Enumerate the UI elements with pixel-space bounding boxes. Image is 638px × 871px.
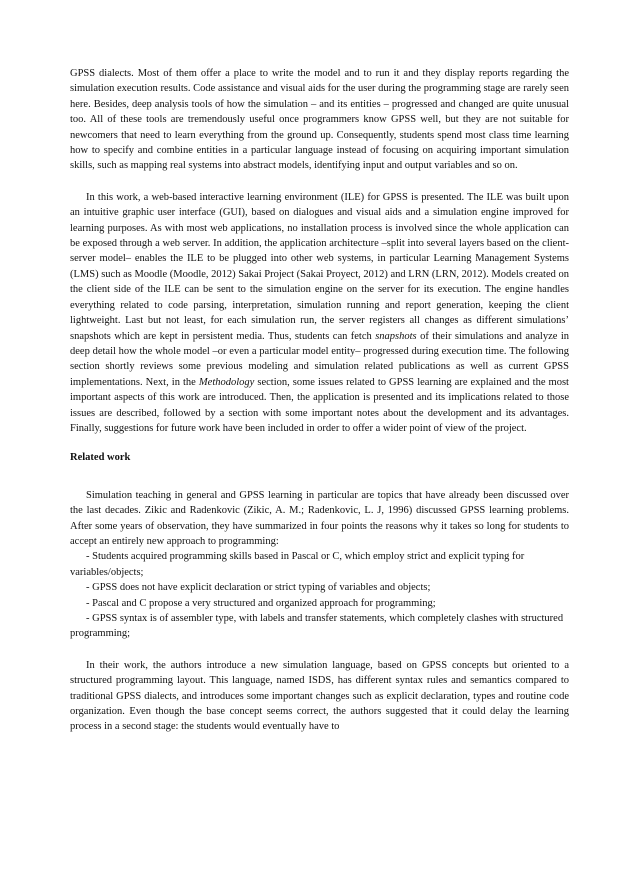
- paper-page: [70, 66, 569, 735]
- list-item: - GPSS syntax is of assembler type, with labels and transfer statements, which completely clashes with structured programming;: [70, 613, 564, 640]
- emphasis-methodology: Methodology: [198, 376, 255, 388]
- list-item: - GPSS does not have explicit declaration or strict typing of variables and objects;: [86, 582, 431, 594]
- emphasis-snapshots: snapshots: [375, 330, 417, 342]
- paragraph-isds-language: In their work, the authors introduce a new simulation language, based on GPSS concepts but oriented to a structured programming layout. This language, named ISDS, has different syntax rules and semantics compared to traditional GPSS dialects, and introduces some important changes such as explicit declaration, types and routine code organization. Even though the base concept seems correct, the authors suggested that it could delay the learning process in a second stage: the students would eventually have to: [70, 659, 569, 733]
- paragraph-ile-text-b: of their simulations and analyze in deep detail how the whole model –or even a particular model entity– progressed during execution time. The following section shortly reviews some previous modeling and simulation related publications as well as current GPSS implementations. Next, in the: [70, 330, 569, 388]
- paragraph-ile-text-a: In this work, a web-based interactive learning environment (ILE) for GPSS is presented. The ILE was built upon an intuitive graphic user interface (GUI), based on dialogues and visual aids and a simulation engine improved for learning purposes. As with most web applications, no installation process is involved since the whole application can be exposed through a web server. In addition, the application architecture –split into several layers based on the client-server model– enables the ILE to be plugged into other web systems, in particular Learning Management Systems (LMS) such as Moodle (Moodle, 2012) Sakai Project (Sakai Proyect, 2012) and LRN (LRN, 2012). Models created on the client side of the ILE can be sent to the simulation engine on the server for its execution. The engine handles everything related to code parsing, interpretation, simulation running and report generation, keeping the client lightweight. Last but not least, for each simulation run, the server registers all changes as different simulations’ snapshots which are kept in persistent media. Thus, students can fetch: [70, 191, 569, 342]
- paragraph-ile-overview: [70, 190, 569, 437]
- paragraph-intro-continued: GPSS dialects. Most of them offer a place to write the model and to run it and they display reports regarding the simulation execution results. Code assistance and visual aids for the user during the programming stage are rarely seen here. Besides, deep analysis tools of how the simulation – and its entities – progressed and changed are quite unusual too. All of these tools are tremendously useful once programmers know GPSS well, but they are not suitable for newcomers that need to learn everything from the ground up. Consequently, students spend most class time learning how to specify and combine entities in a particular language instead of focusing on acquiring important simulation skills, such as mapping real systems into abstract models, identifying input and output variables and so on.: [70, 68, 569, 172]
- paragraph-related-work: Simulation teaching in general and GPSS learning in particular are topics that have already been discussed over the last decades. Zikic and Radenkovic (Zikic, A. M.; Radenkovic, L. J, 1996) discussed GPSS learning problems. After some years of observation, they have summarized in four points the reasons why it takes so long for students to accept an entirely new approach to programming:: [70, 489, 569, 547]
- section-heading-related-work: Related work: [70, 452, 131, 464]
- list-item: - Students acquired programming skills based in Pascal or C, which employ strict and explicit typing for variables/objects;: [70, 551, 525, 578]
- paragraph-ile-text-c: section, some issues related to GPSS learning are explained and the most important aspects of this work are introduced. Then, the application is presented and its implications related to those issues are described, followed by a section with some important notes about the development and its advantages. Finally, suggestions for future work have been included in order to offer a wider point of view of the project.: [70, 376, 569, 434]
- list-item: - Pascal and C propose a very structured and organized approach for programming;: [86, 597, 436, 609]
